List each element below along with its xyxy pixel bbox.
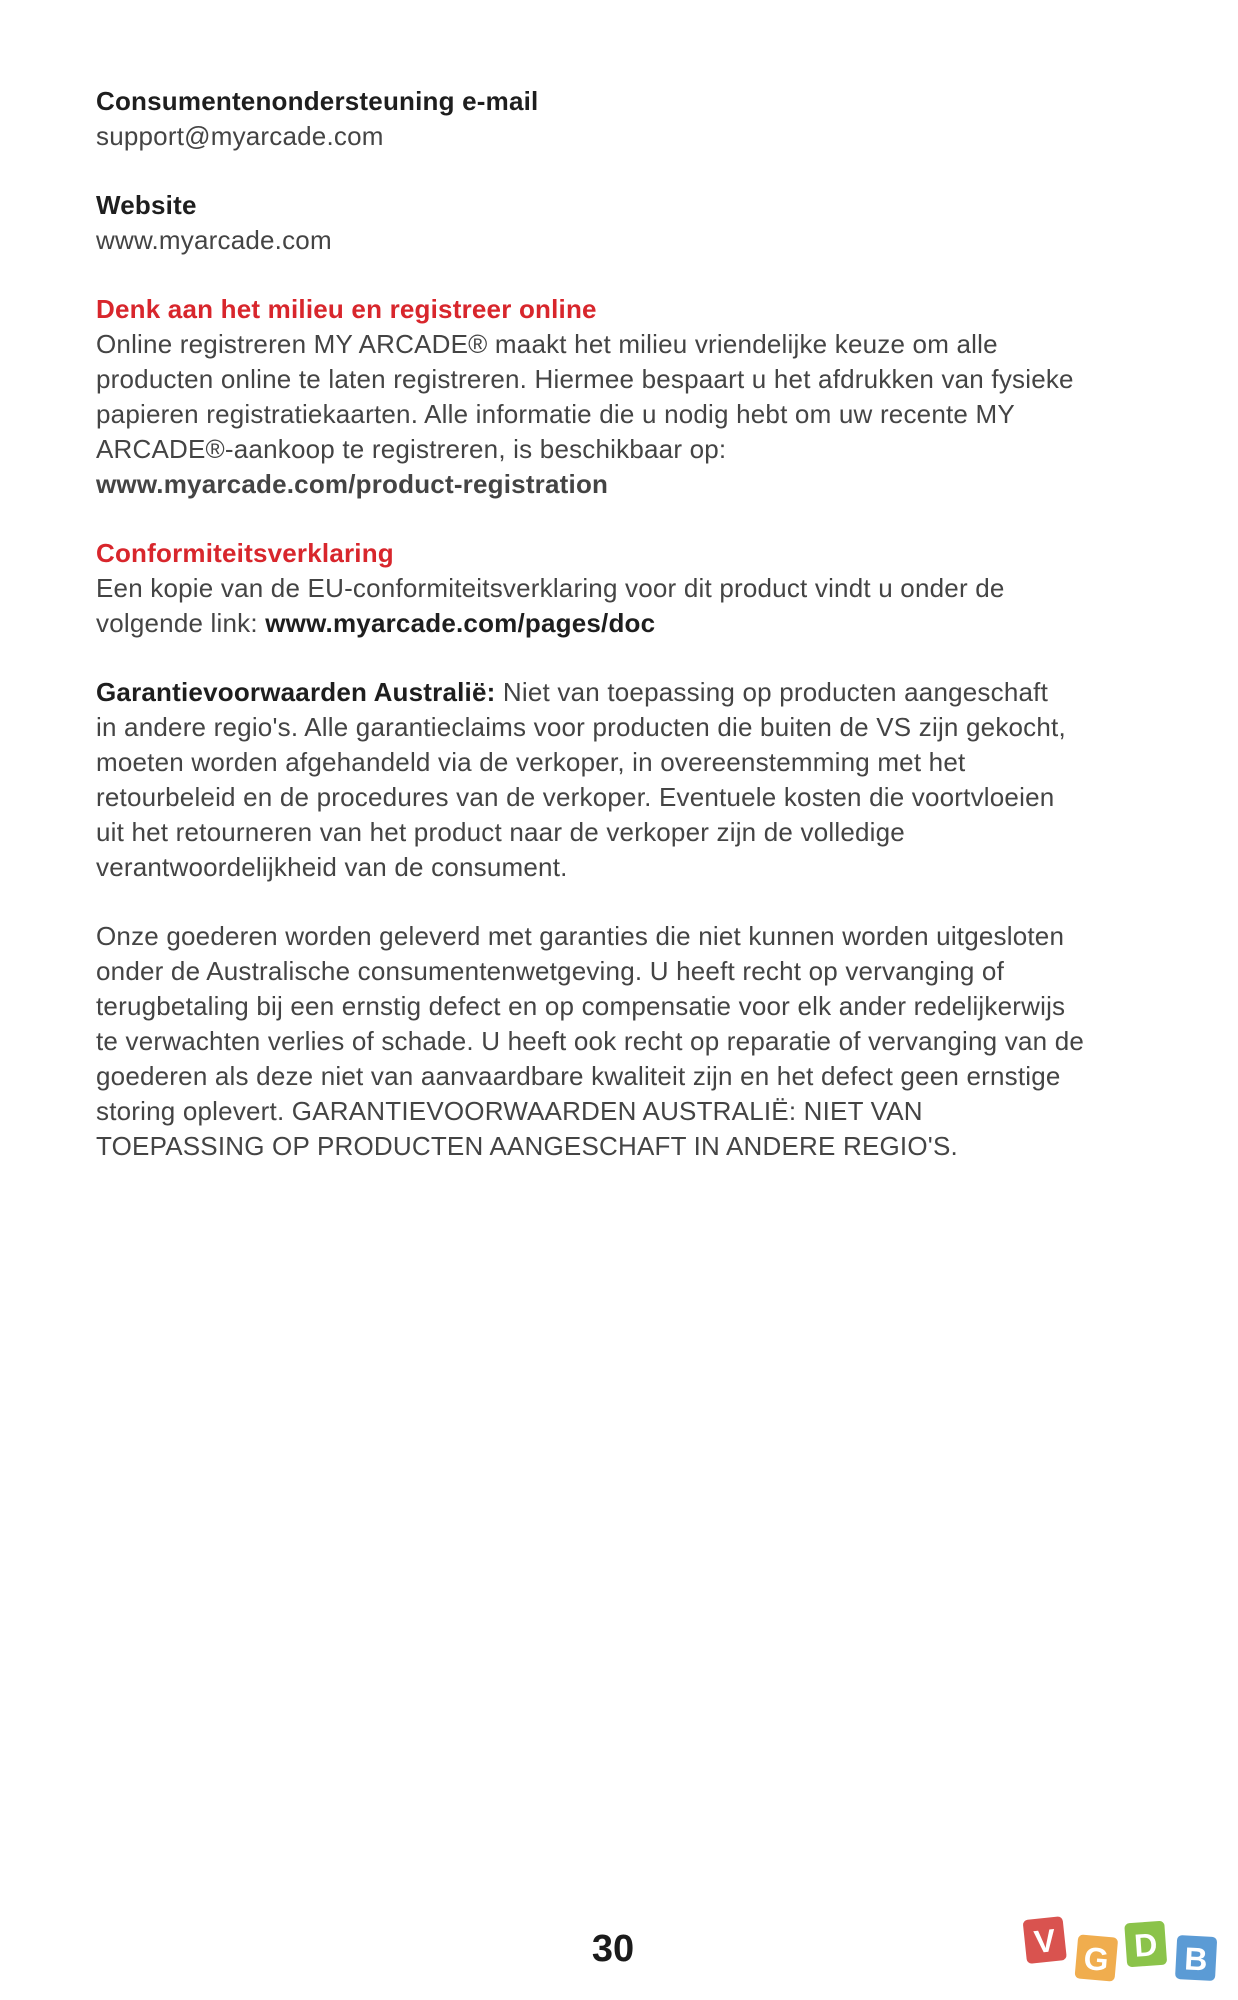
conformity-section	[96, 536, 1146, 641]
warranty-section	[96, 675, 1146, 885]
document-page	[96, 84, 1146, 1198]
page-number: 30	[591, 1928, 635, 1970]
warranty-line: moeten worden afgehandeld via de verkoper, in overeenstemming met het	[96, 747, 966, 777]
consumer-law-line: goederen als deze niet van aanvaardbare kwaliteit zijn en het defect geen ernstige	[96, 1061, 1061, 1091]
consumer-law-line: te verwachten verlies of schade. U heeft ook recht op reparatie of vervanging van de	[96, 1026, 1085, 1056]
logo-letter-g: G	[1082, 1939, 1111, 1979]
doc-link[interactable]: www.myarcade.com/pages/doc	[265, 608, 656, 638]
warranty-first-text: Niet van toepassing op producten aangeschaft	[495, 677, 1048, 707]
consumer-law-line: onder de Australische consumentenwetgeving. U heeft recht op vervanging of	[96, 956, 1005, 986]
consumer-law-section	[96, 919, 1146, 1164]
environment-line: ARCADE®-aankoop te registreren, is beschikbaar op:	[96, 434, 727, 464]
logo-letter-d: D	[1133, 1926, 1159, 1964]
website-heading: Website	[96, 190, 197, 220]
registration-link[interactable]: www.myarcade.com/product-registration	[96, 469, 609, 499]
conformity-line: Een kopie van de EU-conformiteitsverklaring voor dit product vindt u onder de	[96, 573, 1005, 603]
website-url: www.myarcade.com	[96, 225, 332, 255]
warranty-line: verantwoordelijkheid van de consument.	[96, 852, 568, 882]
consumer-law-line: Onze goederen worden geleverd met garanties die niet kunnen worden uitgesloten	[96, 921, 1065, 951]
conformity-line-2	[96, 606, 1146, 641]
environment-heading: Denk aan het milieu en registreer online	[96, 294, 597, 324]
website-section	[96, 188, 1146, 258]
support-section	[96, 84, 1146, 154]
warranty-line: retourbeleid en de procedures van de verkoper. Eventuele kosten die voortvloeien	[96, 782, 1055, 812]
warranty-first-line	[96, 675, 1146, 710]
environment-line: producten online te laten registreren. Hiermee bespaart u het afdrukken van fysieke	[96, 364, 1074, 394]
warranty-label: Garantievoorwaarden Australië:	[96, 677, 496, 707]
logo-letter-b: B	[1183, 1940, 1209, 1978]
logo-letter-v: V	[1032, 1922, 1058, 1961]
warranty-line: in andere regio's. Alle garantieclaims voor producten die buiten de VS zijn gekocht,	[96, 712, 1066, 742]
support-heading: Consumentenondersteuning e-mail	[96, 86, 539, 116]
environment-line: Online registreren MY ARCADE® maakt het milieu vriendelijke keuze om alle	[96, 329, 998, 359]
environment-section	[96, 292, 1146, 502]
vgdb-logo	[1020, 1912, 1230, 1992]
environment-line: papieren registratiekaarten. Alle informatie die u nodig hebt om uw recente MY	[96, 399, 1015, 429]
consumer-law-line: TOEPASSING OP PRODUCTEN AANGESCHAFT IN ANDERE REGIO'S.	[96, 1131, 958, 1161]
consumer-law-line: terugbetaling bij een ernstig defect en op compensatie voor elk ander redelijkerwijs	[96, 991, 1066, 1021]
support-email: support@myarcade.com	[96, 121, 384, 151]
warranty-line: uit het retourneren van het product naar de verkoper zijn de volledige	[96, 817, 905, 847]
consumer-law-line: storing oplevert. GARANTIEVOORWAARDEN AUSTRALIË: NIET VAN	[96, 1096, 923, 1126]
conformity-prefix: volgende link:	[96, 608, 266, 638]
conformity-heading: Conformiteitsverklaring	[96, 538, 394, 568]
